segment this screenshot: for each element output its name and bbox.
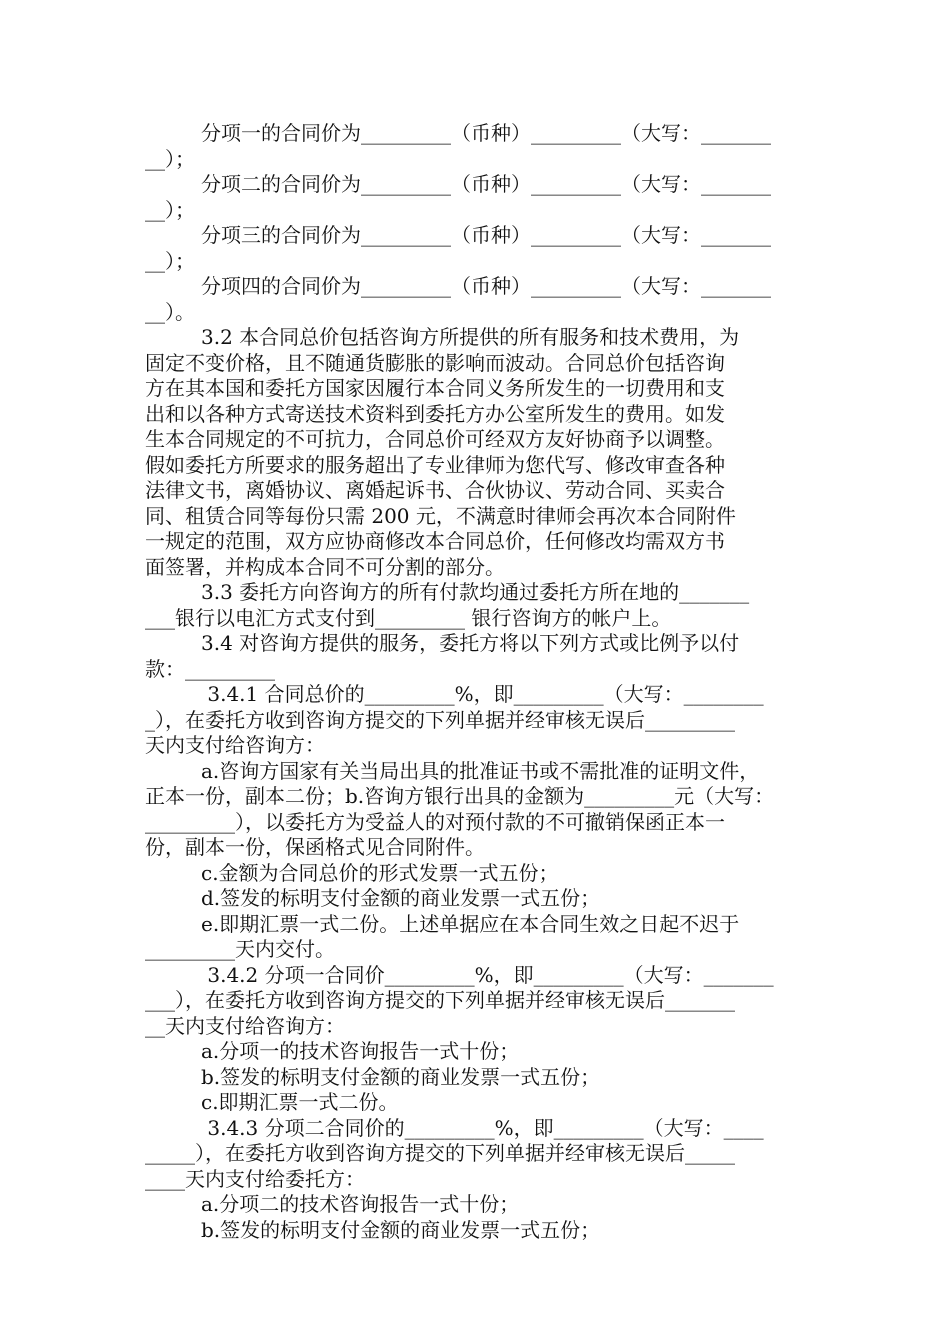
document-line: ___银行以电汇方式支付到_________ 银行咨询方的帐户上。 — [145, 605, 672, 630]
document-line: 3.3 委托方向咨询方的所有付款均通过委托方所在地的_______ — [201, 580, 750, 604]
document-line: 出和以各种方式寄送技术资料到委托方办公室所发生的费用。如发 — [145, 401, 725, 426]
document-line: 天内支付给咨询方： — [145, 733, 325, 757]
document-line: 分项三的合同价为_________（币种）_________（大写：_______ — [201, 223, 771, 247]
document-line: _____），在委托方收到咨询方提交的下列单据并经审核无误后_____ — [145, 1141, 735, 1165]
document-line: 3.4 对咨询方提供的服务，委托方将以下列方式或比例予以付 — [201, 631, 740, 655]
document-line: __）； — [145, 146, 195, 171]
document-line: b.签发的标明支付金额的商业发票一式五份； — [201, 1064, 601, 1089]
document-line: 同、租赁合同等每份只需 200 元，不满意时律师会再次本合同附件 — [145, 503, 736, 528]
document-line: a.分项一的技术咨询报告一式十份； — [201, 1039, 520, 1063]
document-line: _________天内交付。 — [145, 937, 335, 961]
document-line: e.即期汇票一式二份。上述单据应在本合同生效之日起不迟于 — [201, 911, 740, 936]
document-line: 分项四的合同价为_________（币种）_________（大写：_______ — [201, 274, 771, 298]
document-page — [145, 121, 809, 1243]
document-line: 3.4.3 分项二合同价的_________%，即_________（大写：____ — [201, 1115, 764, 1140]
document-line: d.签发的标明支付金额的商业发票一式五份； — [201, 886, 601, 910]
document-line: c.金额为合同总价的形式发票一式五份； — [201, 860, 559, 885]
document-line: a.分项二的技术咨询报告一式十份； — [201, 1192, 520, 1216]
document-line: 方在其本国和委托方国家因履行本合同义务所发生的一切费用和支 — [145, 376, 725, 400]
document-line: a.咨询方国家有关当局出具的批准证书或不需批准的证明文件， — [201, 758, 760, 783]
document-line: ____天内支付给委托方： — [145, 1166, 365, 1191]
document-line: 分项二的合同价为_________（币种）_________（大写：_______ — [201, 172, 771, 196]
document-line: 正本一份，副本二份；b.咨询方银行出具的金额为_________元（大写： — [145, 784, 775, 808]
document-line: 3.4.2 分项一合同价_________%，即_________（大写：_______ — [201, 962, 774, 987]
document-line: __）； — [145, 248, 195, 273]
document-line: 分项一的合同价为_________（币种）_________（大写：_______ — [201, 121, 771, 145]
document-line: 款：_________ — [145, 656, 275, 681]
document-line: 3.4.1 合同总价的_________%，即_________（大写：________ — [201, 682, 764, 706]
document-line: 生本合同规定的不可抗力，合同总价可经双方友好协商予以调整。 — [145, 427, 725, 451]
document-line: 面签署，并构成本合同不可分割的部分。 — [145, 554, 505, 579]
document-line: 法律文书，离婚协议、离婚起诉书、合伙协议、劳动合同、买卖合 — [145, 478, 725, 502]
document-line: c.即期汇票一式二份。 — [201, 1090, 399, 1114]
document-line: __天内支付给咨询方： — [145, 1013, 345, 1038]
document-line: 假如委托方所要求的服务超出了专业律师为您代写、修改审查各种 — [145, 452, 725, 477]
document-line: 一规定的范围，双方应协商修改本合同总价，任何修改均需双方书 — [145, 529, 725, 553]
document-line: 3.2 本合同总价包括咨询方所提供的所有服务和技术费用，为 — [201, 325, 740, 349]
document-line: __）； — [145, 197, 195, 222]
document-line: ___），在委托方收到咨询方提交的下列单据并经审核无误后_______ — [145, 988, 735, 1012]
document-line: _），在委托方收到咨询方提交的下列单据并经审核无误后_________ — [145, 707, 735, 732]
document-line: _________），以委托方为受益人的对预付款的不可撤销保函正本一 — [145, 809, 725, 834]
document-line: 固定不变价格，且不随通货膨胀的影响而波动。合同总价包括咨询 — [145, 350, 725, 375]
document-line: 份，副本一份，保函格式见合同附件。 — [145, 835, 485, 859]
document-line: __）。 — [145, 299, 195, 324]
document-line: b.签发的标明支付金额的商业发票一式五份； — [201, 1217, 601, 1242]
